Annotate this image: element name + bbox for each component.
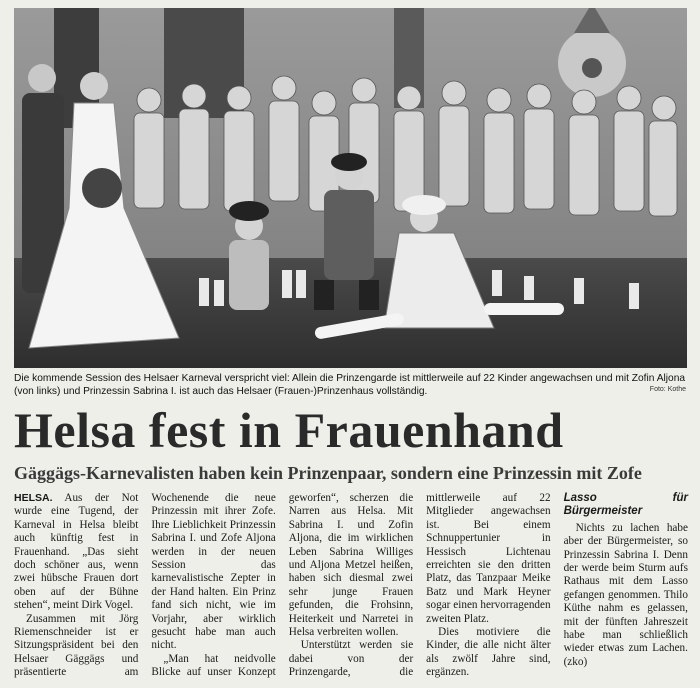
article-paragraph-1 [14, 492, 138, 613]
subheadline: Gäggägs-Karnevalisten haben kein Prinzenpaar, sondern eine Prinzessin mit Zofe [14, 463, 642, 483]
photo-credit: Foto: Kothe [649, 386, 686, 393]
group-photo [14, 8, 687, 368]
article-paragraph-6: Nichts zu lachen habe aber der Bürgermeister, so Prinzessin Sabrina I. Denn der werde beim Sturm aufs Rathaus mit dem Lasso gefangen genommen. Thilo Küthe nahm es gelassen, mit der fünften Jahreszeit habe man schließlich wieder etwas zum Lachen. (zko) [563, 521, 688, 668]
article-body [14, 492, 688, 688]
article-paragraph-4: Unterstützt werden sie dabei von der Prinzengarde, die mittlerweile auf 22 Mitglieder angewachsen ist. Bei einem Schnuppertunier in Hessisch Lichtenau erreichten sie den dritten Platz, das Tanzpaar Meike Batz und Mark Heyner sogar einen hervorragenden zweiten Platz. [288, 492, 551, 679]
headline: Helsa fest in Frauenhand [14, 402, 564, 458]
article-paragraph-3: „Man hat neidvolle Blicke auf unser Konzept geworfen“, scherzen die Narren aus Helsa. Mit Sabrina I. und Zofin Aljona, die im wirklichen Leben Sabrina Williges und Aljona Metzel heißen, haben sich diesmal zwei sehr junge Frauen gefunden, die Frohsinn, Heiterkeit und Narretei in Helsa verbreiten wollen. [151, 492, 414, 679]
dateline: HELSA. [14, 492, 53, 504]
article-paragraph-2: Zusammen mit Jörg Riemenschneider ist er Sitzungspräsident bei den Helsaer Gäggägs und präsentierte am Wochenende die neue Prinzessin mit ihrer Zofe. Ihre Lieblichkeit Prinzessin Sabrina I. und Zofe Aljona werden in der neuen Session das karnevalistische Zepter in der Hand halten. Ein Prinz fand sich nicht, wie im Vorjahr, aber wirklich gesucht habe man auch nicht. [14, 492, 276, 679]
paragraph-1-text: Aus der Not wurde eine Tugend, der Karneval in Helsa bleibt auch künftig fest in Frauenhand. „Das sieht doch schöner aus, wenn zwei hübsche Frauen dort oben auf der Bühne stehen“, meint Dirk Vogel. [14, 492, 139, 612]
article-paragraph-5: Dies motiviere die Kinder, die alle nicht älter als zwölf Jahre sind, ergänzen. [426, 626, 551, 679]
article-subheading: Lasso für Bürgermeister [563, 492, 688, 518]
group-photo-illustration [14, 8, 687, 368]
photo-caption: Die kommende Session des Helsaer Karneval verspricht viel: Allein die Prinzengarde ist mittlerweile auf 22 Kinder angewachsen und mit Zofin Aljona (von links) und Prinzessin Sabrina I. ist auch das Helsaer (Frauen-)Prinzenhaus vollständig. [14, 373, 686, 397]
